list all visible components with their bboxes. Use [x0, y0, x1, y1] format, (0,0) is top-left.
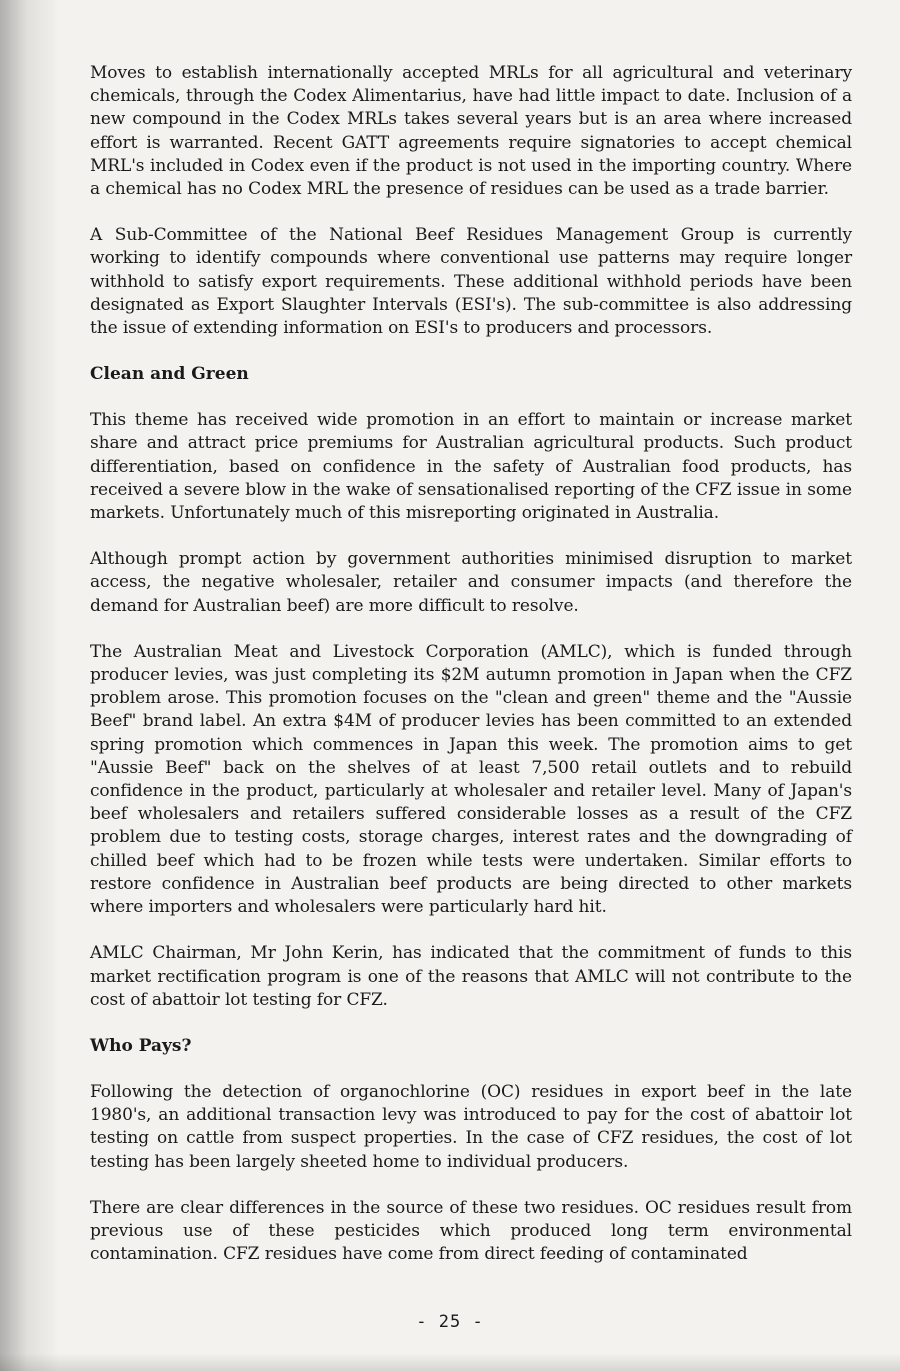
paragraph-amlc-promotion: The Australian Meat and Livestock Corporation (AMLC), which is funded through producer levies, was just completing its $2M autumn promotion in Japan when the CFZ problem arose. This promotion focuses on the "clean and green" theme and the "Aussie Beef" brand label. An extra $4M of producer levies has been committed to an extended spring promotion which commences in Japan this week. The promotion aims to get "Aussie Beef" back on the shelves of at least 7,500 retail outlets and to rebuild confidence in the product, particularly at wholesaler and retailer level. Many of Japan's beef wholesalers and retailers suffered considerable losses as a result of the CFZ problem due to testing costs, storage charges, interest rates and the downgrading of chilled beef which had to be frozen while tests were undertaken. Similar efforts to restore confidence in Australian beef products are being directed to other markets where importers and wholesalers were particularly hard hit. [90, 641, 852, 918]
paragraph-residue-sources: There are clear differences in the source of these two residues. OC residues result from previous use of these pesticides which produced long term environmental contamination. CFZ residues have come from direct feeding of contaminated [90, 1197, 852, 1265]
page-edge-shadow [0, 0, 60, 1371]
page-bottom-shadow [0, 1353, 900, 1371]
heading-who-pays: Who Pays? [90, 1035, 192, 1056]
paragraph-amlc-chairman: AMLC Chairman, Mr John Kerin, has indicated that the commitment of funds to this market rectification program is one of the reasons that AMLC will not contribute to the cost of abattoir lot testing for CFZ. [90, 943, 852, 1010]
paragraph-government-action: Although prompt action by government authorities minimised disruption to market access, the negative wholesaler, retailer and consumer impacts (and therefore the demand for Australian beef) are more difficult to resolve. [90, 549, 852, 616]
paragraph-esi-subcommittee: A Sub-Committee of the National Beef Residues Management Group is currently working to identify compounds where conventional use patterns may require longer withhold to satisfy export requirements. These additional withhold periods have been designated as Export Slaughter Intervals (ESI's). The sub-committee is also addressing the issue of extending information on ESI's to producers and processors. [90, 225, 852, 339]
paragraph-theme-promotion: This theme has received wide promotion in an effort to maintain or increase market share and attract price premiums for Australian agricultural products. Such product differentiation, based on confidence in the safety of Australian food products, has received a severe blow in the wake of sensationalised reporting of the CFZ issue in some markets. Unfortunately much of this misreporting originated in Australia. [90, 410, 852, 524]
paragraph-codex-mrls: Moves to establish internationally accepted MRLs for all agricultural and veterinary chemicals, through the Codex Alimentarius, have had little impact to date. Inclusion of a new compound in the Codex MRLs takes several years but is an area where increased effort is warranted. Recent GATT agreements require signatories to accept chemical MRL's included in Codex even if the product is not used in the importing country. Where a chemical has no Codex MRL the presence of residues can be used as a trade barrier. [90, 63, 852, 200]
page-number: - 25 - [416, 1312, 484, 1332]
heading-clean-and-green: Clean and Green [90, 364, 249, 385]
document-body [90, 62, 852, 1289]
paragraph-oc-residues-levy: Following the detection of organochlorine (OC) residues in export beef in the late 1980's, an additional transaction levy was introduced to pay for the cost of abattoir lot testing on cattle from suspect properties. In the case of CFZ residues, the cost of lot testing has been largely sheeted home to individual producers. [90, 1081, 852, 1172]
